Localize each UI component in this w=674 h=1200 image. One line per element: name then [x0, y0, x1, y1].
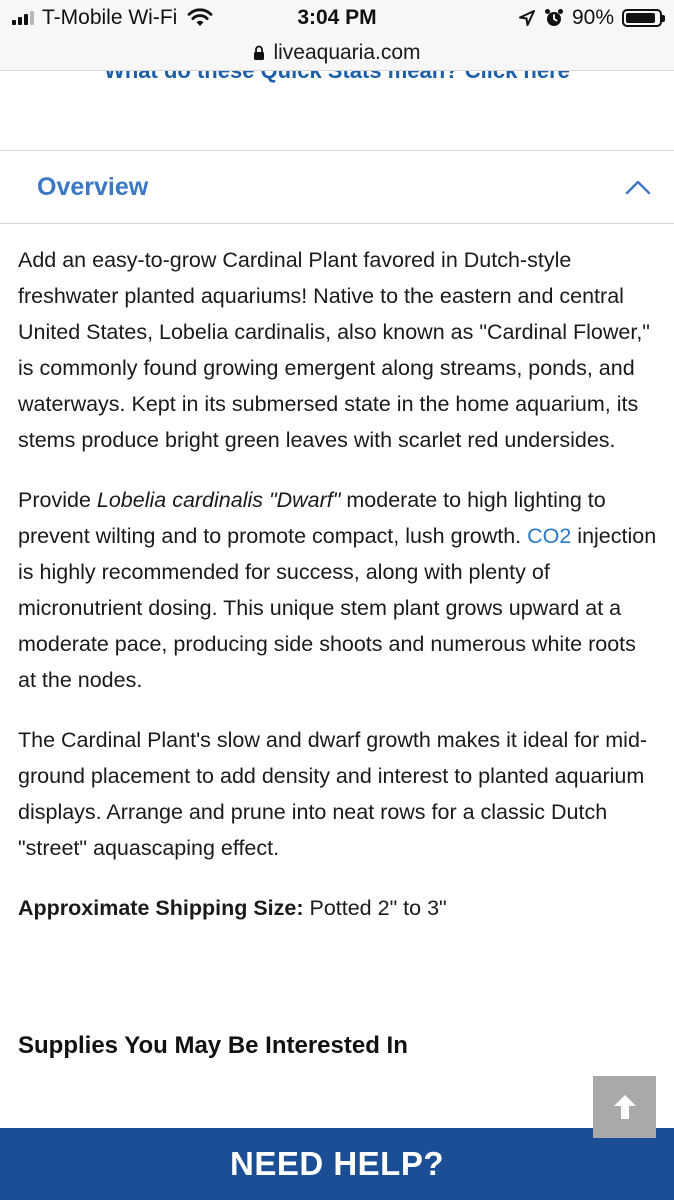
overview-paragraph-2 [18, 482, 658, 698]
battery-fill [626, 13, 655, 23]
overview-title: Overview [37, 173, 149, 201]
overview-paragraph-3: The Cardinal Plant's slow and dwarf growth makes it ideal for mid- ground placement to add density and interest to planted aquarium displays. Arrange and prune into neat rows for a classic Dutch "street" aquascaping effect. [18, 728, 648, 860]
battery-percent: 90% [571, 6, 614, 29]
overview-accordion-header[interactable] [0, 150, 674, 224]
paragraph-2-intro: Provide [18, 488, 97, 512]
need-help-bar[interactable] [0, 1128, 674, 1200]
arrow-up-icon [612, 1093, 638, 1121]
location-arrow-icon [518, 9, 536, 27]
shipping-size-value: Potted 2" to 3" [303, 896, 447, 920]
lock-icon [253, 45, 265, 61]
overview-content [18, 242, 658, 950]
overview-paragraph-1: Add an easy-to-grow Cardinal Plant favored in Dutch-style freshwater planted aquariums! Native to the eastern and central United States, Lobelia cardinalis, also known as "Cardinal Flower," is commonly found growing emergent along streams, ponds, and waterways. Kept in its submersed state in the home aquarium, its stems produce bright green leaves with scarlet red undersides. [18, 248, 650, 452]
plant-name-italic: Lobelia cardinalis "Dwarf" [96, 488, 341, 512]
need-help-label: NEED HELP? [229, 1145, 445, 1182]
supplies-heading: Supplies You May Be Interested In [18, 1032, 408, 1059]
alarm-icon [544, 8, 564, 28]
shipping-size [18, 890, 658, 926]
chevron-up-icon[interactable] [624, 178, 652, 196]
shipping-size-label: Approximate Shipping Size: [18, 896, 304, 920]
co2-link[interactable]: CO2 [527, 524, 572, 548]
battery-icon [622, 9, 662, 27]
carrier-name: T-Mobile Wi-Fi [42, 6, 178, 29]
paragraph-2-end: injection is highly recommended for success, along with plenty of micronutrient dosing. This unique stem plant grows upward at a moderate pace, producing side shoots and numerous white roots at the nodes. [18, 524, 657, 692]
address-bar[interactable] [0, 36, 674, 71]
status-bar [0, 0, 674, 36]
back-to-top-button[interactable] [593, 1076, 656, 1138]
paragraph-2-middle: moderate to high lighting to prevent wilting and to promote compact, lush growth. [18, 488, 606, 548]
status-right [518, 6, 662, 30]
status-time: 3:04 PM [297, 6, 377, 29]
url-text: liveaquaria.com [273, 41, 421, 64]
